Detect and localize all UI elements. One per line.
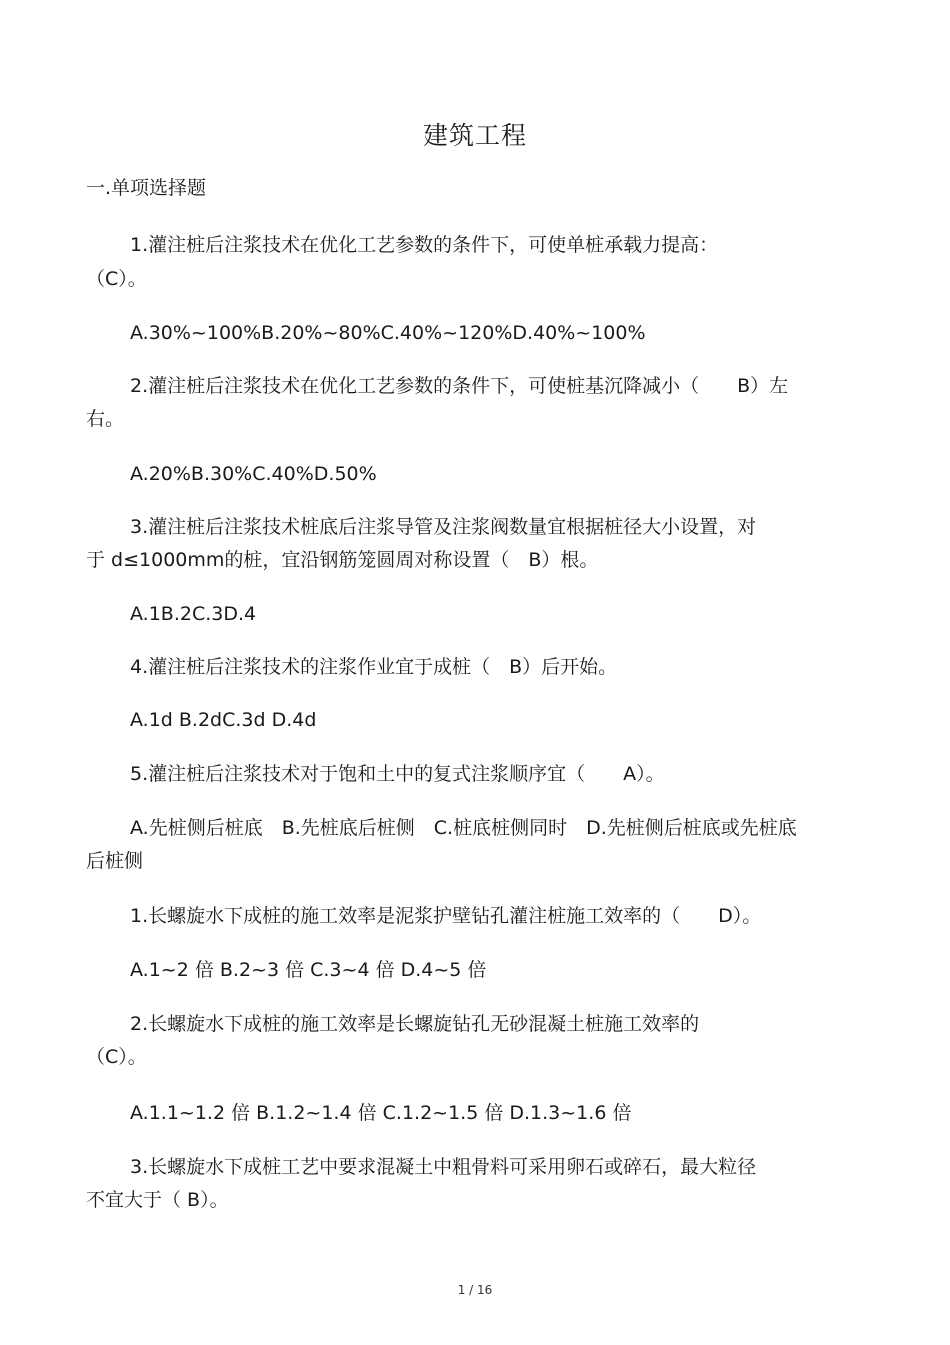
- options-line: A.30%~100%B.20%~80%C.40%~120%D.40%~100%: [130, 322, 646, 344]
- question-line: 3.灌注桩后注浆技术桩底后注浆导管及注浆阀数量宜根据桩径大小设置，对: [130, 516, 757, 538]
- options-line: A.1d B.2dC.3d D.4d: [130, 709, 317, 731]
- options-line: A.先桩侧后桩底 B.先桩底后桩侧 C.桩底桩侧同时 D.先桩侧后桩底或先桩底: [130, 817, 797, 839]
- options-line: A.1.1~1.2 倍 B.1.2~1.4 倍 C.1.2~1.5 倍 D.1.3~1.6 倍: [130, 1102, 632, 1124]
- page-indicator: 1 / 16: [457, 1283, 493, 1297]
- question-line: 于 d≤1000mm的桩，宜沿钢筋笼圆周对称设置（ B）根。: [86, 549, 599, 571]
- question-line: 2.灌注桩后注浆技术在优化工艺参数的条件下，可使桩基沉降减小（ B）左: [130, 375, 789, 397]
- question-line: （C）。: [86, 268, 147, 290]
- question-line: 1.灌注桩后注浆技术在优化工艺参数的条件下，可使单桩承载力提高：: [130, 234, 719, 256]
- question-line: 3.长螺旋水下成桩工艺中要求混凝土中粗骨料可采用卵石或碎石，最大粒径: [130, 1156, 757, 1178]
- question-line: 不宜大于（ B）。: [86, 1189, 229, 1211]
- options-line: A.1B.2C.3D.4: [130, 603, 257, 625]
- options-line: A.20%B.30%C.40%D.50%: [130, 463, 377, 485]
- question-line: 5.灌注桩后注浆技术对于饱和土中的复式注浆顺序宜（ A）。: [130, 763, 665, 785]
- options-line: 后桩侧: [86, 850, 144, 872]
- question-line: 1.长螺旋水下成桩的施工效率是泥浆护壁钻孔灌注桩施工效率的（ D）。: [130, 905, 762, 927]
- question-line: 右。: [86, 408, 125, 430]
- question-line: 4.灌注桩后注浆技术的注浆作业宜于成桩（ B）后开始。: [130, 656, 618, 678]
- section-heading: 一.单项选择题: [86, 177, 207, 199]
- options-line: A.1~2 倍 B.2~3 倍 C.3~4 倍 D.4~5 倍: [130, 959, 487, 981]
- question-line: （C）。: [86, 1046, 147, 1068]
- question-line: 2.长螺旋水下成桩的施工效率是长螺旋钻孔无砂混凝土桩施工效率的: [130, 1013, 700, 1035]
- page-title: 建筑工程: [422, 121, 527, 150]
